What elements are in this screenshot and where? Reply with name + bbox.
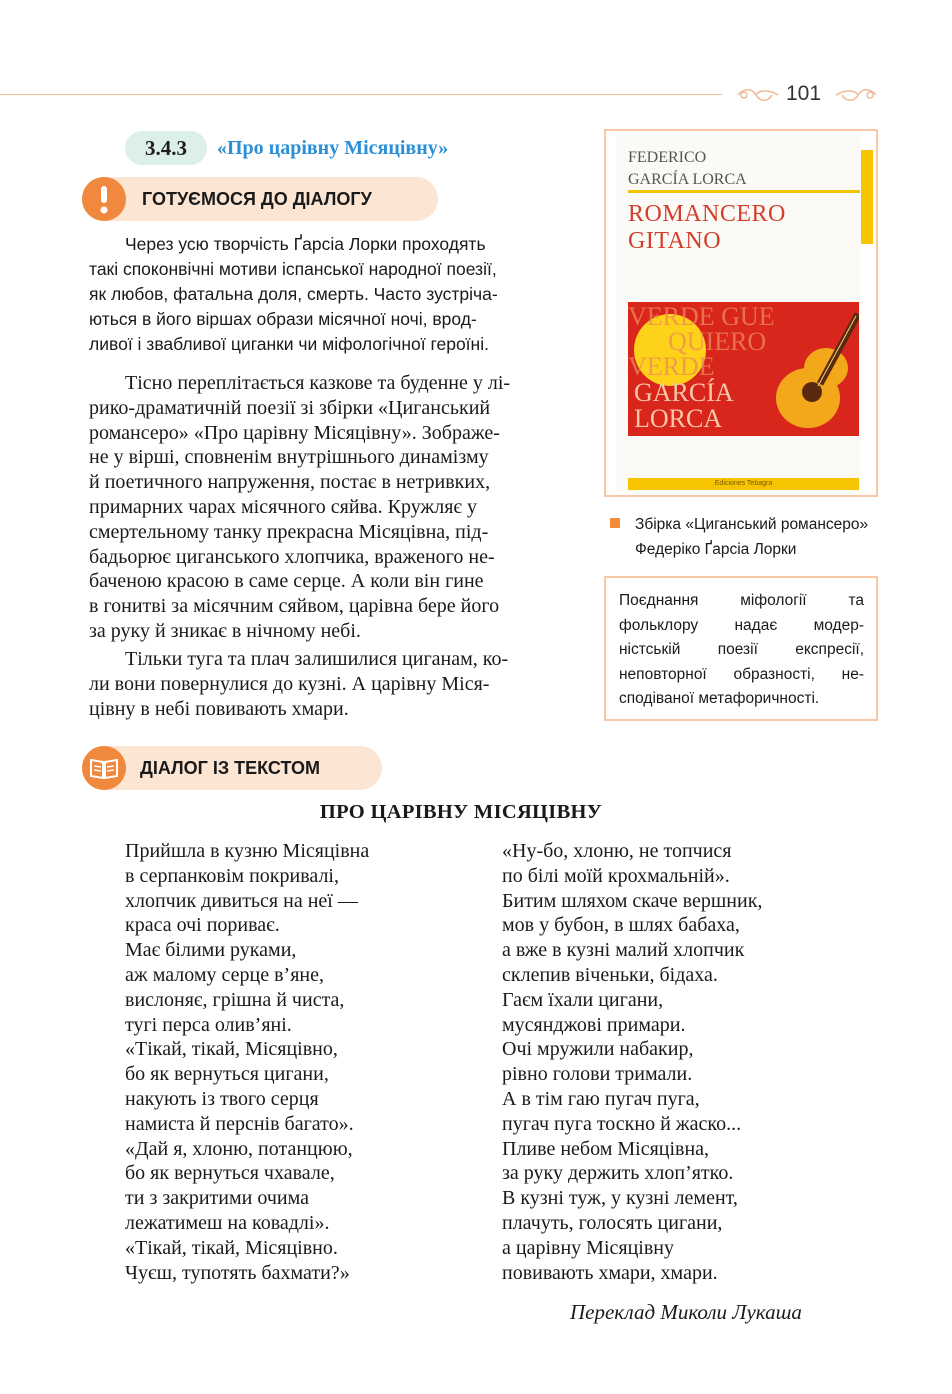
ornament-left-icon <box>736 86 780 104</box>
body-line: й поетичного напруження, постає в нетривких, <box>89 471 491 494</box>
book-title: ROMANCERO GITANO <box>628 201 786 254</box>
body-line: в гонитві за місячним сяйвом, царівна бере його <box>89 595 500 618</box>
caption-line: Федеріко Ґарсіа Лорки <box>635 541 797 558</box>
book-icon <box>82 746 126 790</box>
body-line: примарних чарах місячного сяйва. Кружляє у <box>89 495 478 518</box>
body-paragraph-2 <box>89 647 582 721</box>
poem-column-right: «Ну-бо, хлоню, не топчися по білі моїй крохмальній». Битим шляхом скаче вершник, мов у бубон, в шлях бабаха, а вже в кузні малий хлопчик склепив віченьки, бідаха. Гаєм їхали цигани, мусянджові примари. Очі мружили набакир, рівно голови тримали. А в тім гаю пугач пуга, пугач пуга тоскно й жаско... Пливе небом Місяцівна, за руку держить хлоп’ятко. В кузні туж, у кузні лемент, плачуть, голосять цигани, а царівну Місяцівну повивають хмари, хмари. <box>502 840 763 1284</box>
caption-line: Збірка «Циганський романсеро» <box>635 516 869 533</box>
book-spine <box>861 150 873 244</box>
body-line: романсеро» «Про царівну Місяцівну». Зображе- <box>89 421 500 444</box>
body-line: за руку й зникає в нічному небі. <box>89 619 361 642</box>
header-rule <box>0 94 722 95</box>
note-line: фольклору надає модер- <box>619 616 864 634</box>
body-line: бадьорює циганського хлопчика, враженого не- <box>89 545 495 568</box>
intro-line: такі споконвічні мотиви іспанської народної поезії, <box>89 259 497 279</box>
body-line: Тісно переплітається казкове та буденне у лі- <box>125 372 511 394</box>
book-rule <box>628 190 860 193</box>
intro-line: Через усю творчість Ґарсіа Лорки проходять <box>125 234 486 254</box>
body-line: смертельному танку прекрасна Місяцівна, під- <box>89 520 489 543</box>
body-line: рико-драматичній поезії зі збірки «Циганський <box>89 396 491 419</box>
exclamation-icon <box>82 177 126 221</box>
translator-credit: Переклад Миколи Лукаша <box>570 1300 802 1324</box>
caption-bullet-icon <box>610 518 620 528</box>
body-line: баченою красою в саме серце. А коли він гине <box>89 570 484 593</box>
intro-paragraph <box>89 232 582 357</box>
body-line: не у вірші, сповненім внутрішнього динамізму <box>89 446 489 469</box>
intro-line: ються в його віршах образи місячної ночі, врод- <box>89 309 477 329</box>
book-author: FEDERICO GARCÍA LORCA <box>628 149 747 188</box>
body-line: цівну в небі повивають хмари. <box>89 697 349 720</box>
poem-title: ПРО ЦАРІВНУ МІСЯЦІВНУ <box>319 801 603 823</box>
note-line: неповторної образності, не- <box>619 665 864 683</box>
note-line: Поєднання міфології та <box>619 592 864 609</box>
book-caption <box>635 512 868 562</box>
guitar-icon <box>768 306 859 436</box>
note-line: сподіваної метафоричності. <box>619 690 820 707</box>
intro-line: ливої і звабливої циганки чи міфологічної героїні. <box>89 334 489 354</box>
section-number: 3.4.3 <box>125 131 207 165</box>
book-artwork <box>628 302 859 436</box>
book-cover-image <box>616 135 860 491</box>
page-number: 101 <box>786 82 822 105</box>
note-text <box>619 589 864 712</box>
ornament-right-icon <box>834 86 878 104</box>
body-line: Тільки туга та плач залишилися циганам, ко- <box>125 648 509 670</box>
dialog-heading: ДІАЛОГ ІЗ ТЕКСТОМ <box>140 758 320 778</box>
body-paragraph-1 <box>89 371 582 644</box>
book-publisher: Ediciones Tebagra <box>714 480 773 487</box>
poem-column-left: Прийшла в кузню Місяцівна в серпанковім покривалі, хлопчик дивиться на неї — краса очі пориває. Має білими руками, аж малому серце в’яне, вислоняє, грішна й чиста, тугі перса олив’яні. «Тікай, тікай, Місяцівно, бо як вернуться цигани, накують із твого серця намиста й перснів багато». «Дай я, хлоню, потанцюю, бо як вернуться чхавале, ти з закритими очима лежатимеш на ковадлі». «Тікай, тікай, Місяцівно. Чуєш, тупотять бахмати?» <box>125 840 370 1284</box>
prepare-heading: ГОТУЄМОСЯ ДО ДІАЛОГУ <box>142 189 372 209</box>
body-line: ли вони повернулися до кузні. А царівну Міся- <box>89 672 490 695</box>
note-line: ністській поезії експресії, <box>619 641 864 658</box>
book-art-text: VERDE GUE QUIERO VERDE <box>628 302 775 381</box>
book-bottom-band <box>628 478 859 490</box>
intro-line: як любов, фатальна доля, смерть. Часто зустріча- <box>89 284 498 304</box>
book-art-name: GARCÍA LORCA <box>634 378 734 433</box>
section-title: «Про царівну Місяцівну» <box>217 137 449 159</box>
